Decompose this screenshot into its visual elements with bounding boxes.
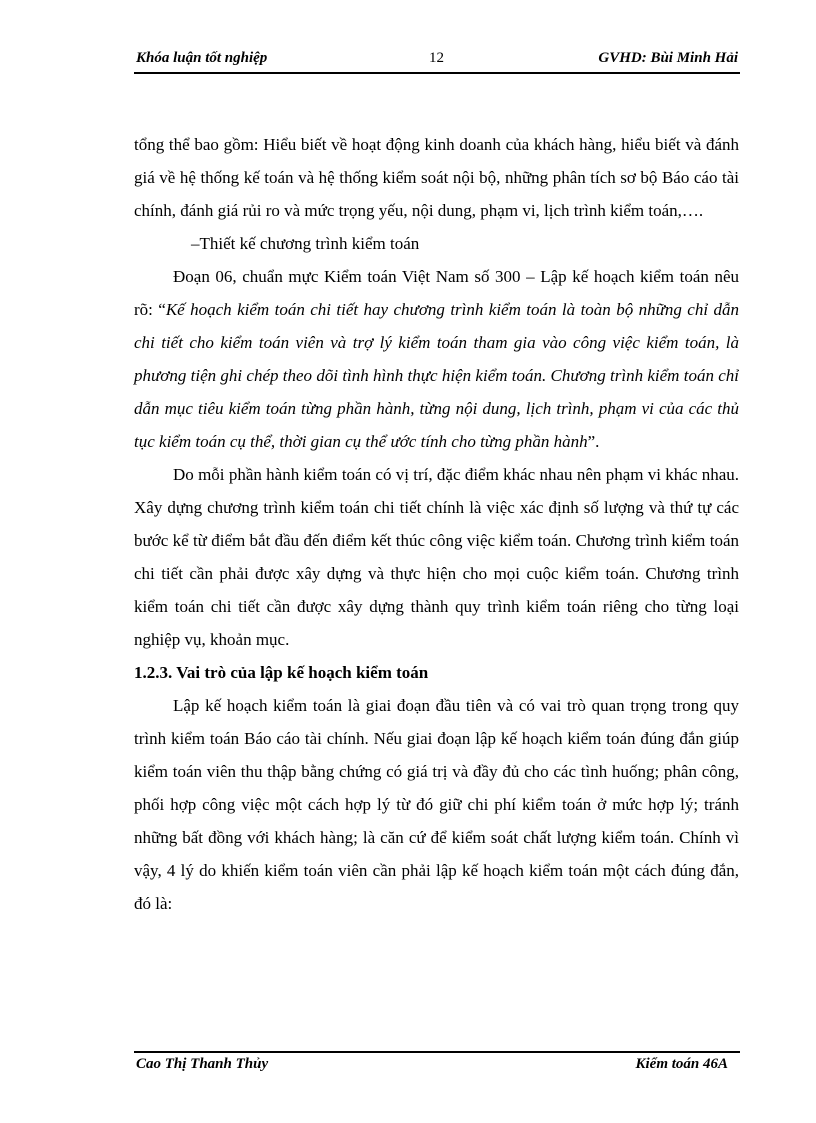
paragraph-detailed-program: Do mỗi phần hành kiểm toán có vị trí, đặc điểm khác nhau nên phạm vi khác nhau. Xây dựng chương trình kiểm toán chi tiết chính là việc xác định số lượng và thứ tự các bước kể từ điểm bắt đầu đến điểm kết thúc công việc kiểm toán. Chương trình kiểm toán chi tiết cần phải được xây dựng và thực hiện cho mọi cuộc kiểm toán. Chương trình kiểm toán chi tiết cần được xây dựng thành quy trình kiểm toán riêng cho từng loại nghiệp vụ, khoản mục. [134, 465, 739, 649]
paragraph-planning-role: Lập kế hoạch kiểm toán là giai đoạn đầu tiên và có vai trò quan trọng trong quy trình kiểm toán Báo cáo tài chính. Nếu giai đoạn lập kế hoạch kiểm toán đúng đắn giúp kiểm toán viên thu thập bằng chứng có giá trị và đầy đủ cho các tình huống; phân công, phối hợp công việc một cách hợp lý từ đó giữ chi phí kiểm toán ở mức hợp lý; tránh những bất đồng với khách hàng; là căn cứ để kiểm soát chất lượng kiểm toán. Chính vì vậy, 4 lý do khiến kiểm toán viên cần phải lập kế hoạch kiểm toán một cách đúng đắn, đó là: [134, 696, 739, 913]
paragraph-overview-continuation: tổng thể bao gồm: Hiểu biết về hoạt động kinh doanh của khách hàng, hiểu biết và đánh giá về hệ thống kế toán và hệ thống kiểm soát nội bộ, những phân tích sơ bộ Báo cáo tài chính, đánh giá rủi ro và mức trọng yếu, nội dung, phạm vi, lịch trình kiểm toán,…. [134, 135, 739, 220]
page-number: 12 [429, 50, 444, 66]
footer-class: Kiểm toán 46A [635, 1056, 728, 1072]
page-footer [134, 1051, 740, 1077]
section-heading-1-2-3: 1.2.3. Vai trò của lập kế hoạch kiểm toán [134, 663, 429, 682]
page-header [134, 48, 740, 74]
standard-300-quote-close: ”. [587, 432, 600, 451]
page-body [134, 128, 739, 920]
standard-300-quote: Kế hoạch kiểm toán chi tiết hay chương trình kiểm toán là toàn bộ những chỉ dẫn chi tiết cho kiểm toán viên và trợ lý kiểm toán tham gia vào công việc kiểm toán, là phương tiện ghi chép theo dõi tình hình thực hiện kiểm toán. Chương trình kiểm toán chỉ dẫn mục tiêu kiểm toán từng phần hành, từng nội dung, lịch trình, phạm vi của các thủ tục kiểm toán cụ thể, thời gian cụ thể ước tính cho từng phần hành [134, 300, 739, 451]
list-item-program-design: –Thiết kế chương trình kiểm toán [191, 234, 420, 253]
standard-300-intro: Đoạn 06, chuẩn mực Kiểm toán Việt Nam số 300 – Lập kế hoạch kiểm toán nêu rõ: “ [134, 267, 739, 319]
header-thesis-title: Khóa luận tốt nghiệp [136, 50, 268, 66]
footer-author: Cao Thị Thanh Thủy [136, 1056, 269, 1072]
header-supervisor: GVHD: Bùi Minh Hải [598, 50, 738, 66]
paragraph-standard-300 [134, 260, 739, 458]
